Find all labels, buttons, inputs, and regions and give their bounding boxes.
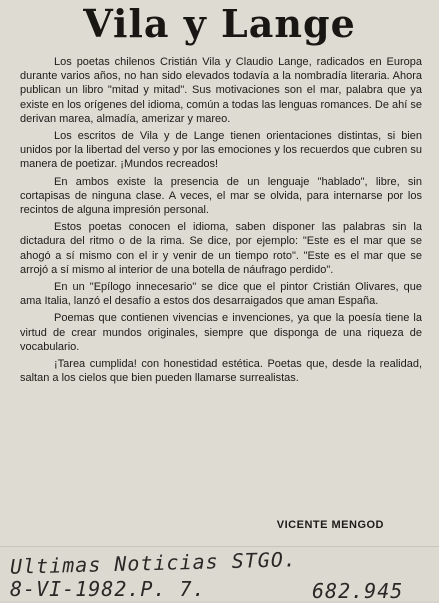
handwritten-date: 8-VI-1982.P. 7. [10,577,206,601]
article-title: Vila y Lange [83,1,356,46]
handwritten-catalog-number: 682.945 [312,579,404,603]
paragraph: En un "Epílogo innecesario" se dice que el pintor Cristián Olivares, que ama Italia, lanzó el desafío a estos dos desarraigados que aman España. [20,281,422,308]
paragraph: Los escritos de Vila y de Lange tienen orientaciones distintas, si bien unidos por la libertad del verso y por las emociones y los recuerdos que cubren su manera de poetizar. ¡Mundos recreados! [20,130,422,171]
paragraph: ¡Tarea cumplida! con honestidad estética. Poetas que, desde la realidad, saltan a los cielos que bien pueden llamarse surrealistas. [20,358,422,385]
author-byline: VICENTE MENGOD [276,519,384,531]
paragraph: Estos poetas conocen el idioma, saben disponer las palabras sin la dictadura del ritmo o de la rima. Se dice, por ejemplo: "Este es el mar que se ahogó a sí mismo con el ir y venir de un tiempo roto". "Este es el mar que se arrojó a sí mismo al interior de una botella de náufrago perdido". [20,221,422,276]
paragraph: En ambos existe la presencia de un lenguaje "hablado", libre, sin cortapisas de ninguna clase. A veces, el mar se olvida, para internarse por los recintos de alguna impresión personal. [20,175,422,217]
handwritten-source: Ultimas Noticias STGO. [9,547,298,579]
handwritten-annotation [0,546,439,601]
article-body [20,55,422,388]
paragraph: Los poetas chilenos Cristián Vila y Claudio Lange, radicados en Europa durante varios años, no han sido elevados todavía a la nombradía literaria. Ahora publican un libro "mitad y mitad". Sus motivaciones son el mar, palabra que ya existe en los orígenes del idioma, común a todas las lenguas romances. De ahí se derivan marea, almadía, amerizar y mareo. [20,56,422,125]
paragraph: Poemas que contienen vivencias e invenciones, ya que la poesía tiene la virtud de crear mundos originales, siempre que disponga de una riqueza de vocabulario. [20,312,422,353]
